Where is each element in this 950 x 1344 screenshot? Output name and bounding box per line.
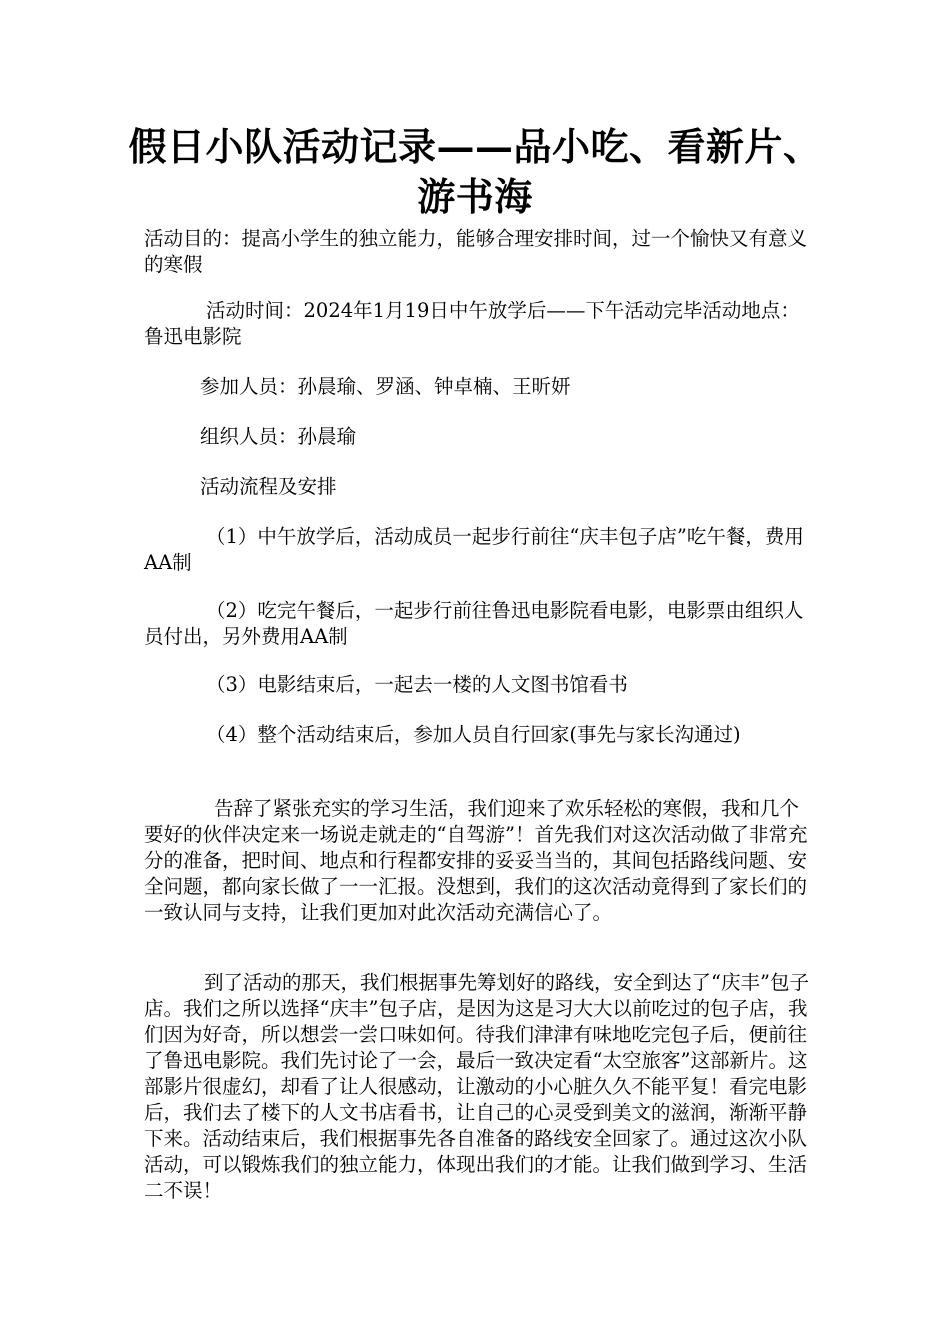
process-step-3: （3）电影结束后，一起去一楼的人文图书馆看书 <box>206 673 628 696</box>
document-title: 假日小队活动记录——品小吃、看新片、游书海 <box>128 124 822 219</box>
activity-participants: 参加人员：孙晨瑜、罗涵、钟卓楠、王昕妍 <box>200 375 571 398</box>
process-step-1: （1）中午放学后，活动成员一起步行前往“庆丰包子店”吃午餐，费用AA制 <box>144 525 804 574</box>
process-heading: 活动流程及安排 <box>200 475 337 498</box>
process-step-4: （4）整个活动结束后，参加人员自行回家(事先与家长沟通过) <box>206 723 741 746</box>
activity-organizer: 组织人员：孙晨瑜 <box>200 425 357 448</box>
narrative-paragraph-2: 到了活动的那天，我们根据事先筹划好的路线，安全到达了“庆丰”包子店。我们之所以选择“庆丰”包子店，是因为这是习大大以前吃过的包子店，我们因为好奇，所以想尝一尝口味如何。待我们津津有味地吃完包子后，便前往了鲁迅电影院。我们先讨论了一会，最后一致决定看“太空旅客”这部新片。这部影片很虚幻，却看了让人很感动，让激动的小心脏久久不能平复！看完电影后，我们去了楼下的人文书店看书，让自己的心灵受到美文的滋润，渐渐平静下来。活动结束后，我们根据事先各自准备的路线安全回家了。通过这次小队活动，可以锻炼我们的独立能力，体现出我们的才能。让我们做到学习、生活二不误！ <box>144 971 809 1202</box>
narrative-paragraph-1: 告辞了紧张充实的学习生活，我们迎来了欢乐轻松的寒假，我和几个要好的伙伴决定来一场说走就走的“自驾游”！首先我们对这次活动做了非常充分的准备，把时间、地点和行程都安排的妥妥当当的，其间包括路线问题、安全问题，都向家长做了一一汇报。没想到，我们的这次活动竟得到了家长们的一致认同与支持，让我们更加对此次活动充满信心了。 <box>144 797 808 924</box>
activity-purpose: 活动目的：提高小学生的独立能力，能够合理安排时间，过一个愉快又有意义的寒假 <box>144 227 808 276</box>
activity-time-place: 活动时间：2024年1月19日中午放学后——下午活动完毕活动地点：鲁迅电影院 <box>144 299 800 348</box>
process-step-2: （2）吃完午餐后，一起步行前往鲁迅电影院看电影，电影票由组织人员付出，另外费用AA制 <box>144 599 804 648</box>
